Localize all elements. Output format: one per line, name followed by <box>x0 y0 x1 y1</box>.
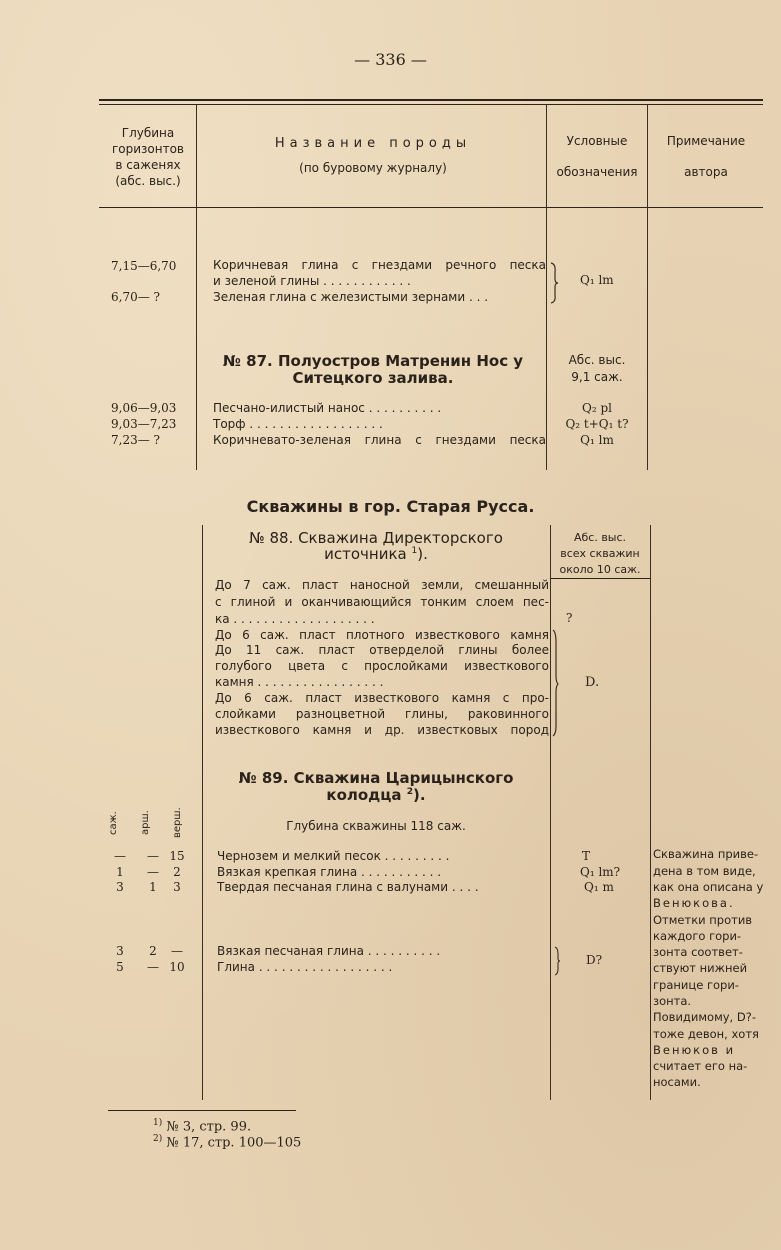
note-line: Скважина приве- <box>653 847 759 861</box>
header-rock-name: Название породы <box>274 136 472 151</box>
geologic-symbol: D? <box>586 953 603 967</box>
text-line: камня . . . . . . . . . . . . . . . . . <box>215 675 384 689</box>
text-line: голубого цвета с прослойками известкового <box>215 659 549 673</box>
rock-description: Коричневая глина с гнездами речного песка <box>213 258 546 272</box>
footnote-text: № 3, стр. 99. <box>166 1119 252 1135</box>
note-line: каждого гори- <box>653 929 742 943</box>
brace-icon <box>553 946 561 976</box>
note-line: границе гори- <box>653 978 739 992</box>
cell-underline <box>550 578 650 579</box>
depth-arshin: — <box>147 849 159 863</box>
body-divider <box>196 208 197 470</box>
header-bottom-rule <box>99 207 763 208</box>
note-line: зонта соответ- <box>653 945 743 959</box>
header-rock-name-sub: (по буровому журналу) <box>299 161 447 175</box>
unit-header-sazhen: саж. <box>108 811 119 835</box>
footnote-ref: 2 <box>406 787 414 797</box>
depth-arshin: 2 <box>149 944 157 958</box>
depth-vershok: 10 <box>169 960 185 974</box>
depth-value: 7,23— ? <box>111 433 160 447</box>
footnote-mark: 2) <box>153 1134 163 1144</box>
depth-arshin: 1 <box>149 880 157 894</box>
note-line: Отметки против <box>653 913 753 927</box>
text-line: слойками разноцветной глины, раковинного <box>215 707 549 721</box>
abs-height-label: Абс. выс. <box>568 353 626 367</box>
body-divider <box>550 525 551 1100</box>
header-note-line1: Примечание <box>666 134 746 148</box>
text-line: известкового камня и др. известковых пород <box>215 723 549 737</box>
rock-description: Чернозем и мелкий песок . . . . . . . . . <box>217 849 450 863</box>
geologic-symbol: Q₁ m <box>584 880 614 894</box>
note-line: дена в том виде, <box>653 864 756 878</box>
footnote-ref: 1 <box>411 546 418 556</box>
section-title: № 89. Скважина Царицынского <box>238 769 514 787</box>
depth-value: 7,15—6,70 <box>111 259 177 273</box>
footnote-text: № 17, стр. 100—105 <box>166 1135 302 1151</box>
note-line: носами. <box>653 1075 701 1089</box>
footnote-separator <box>108 1110 296 1111</box>
note-line: считает его на- <box>653 1059 748 1073</box>
geologic-symbol: ? <box>566 611 573 625</box>
depth-sazhen: 3 <box>116 880 124 894</box>
depth-arshin: — <box>147 865 159 879</box>
well-depth: Глубина скважины 118 саж. <box>286 819 466 833</box>
unit-header-arshin: арш. <box>140 810 151 835</box>
text-line: ка . . . . . . . . . . . . . . . . . . . <box>215 612 375 626</box>
header-depth-line: в саженях <box>115 158 181 172</box>
section-title: Ситецкого залива. <box>292 369 454 387</box>
rock-description: и зеленой глины . . . . . . . . . . . . <box>213 274 411 288</box>
section-title-line2: колодца $^2$). <box>326 786 426 804</box>
abs-height-label: Абс. выс. <box>573 531 627 544</box>
depth-vershok: — <box>171 944 183 958</box>
rock-description: Твердая песчаная глина с валунами . . . . <box>217 880 479 894</box>
brace-icon <box>551 628 559 738</box>
geologic-symbol: Q₁ lm <box>580 433 614 447</box>
abs-height-label: всех скважин <box>560 547 640 560</box>
header-note-line2: автора <box>684 165 728 179</box>
geologic-symbol: T <box>582 849 591 863</box>
note-line: Венюкова. <box>653 896 735 910</box>
header-depth-line: (абс. выс.) <box>115 174 181 188</box>
abs-height-label: около 10 саж. <box>559 563 641 576</box>
depth-vershok: 2 <box>173 865 181 879</box>
note-line: Венюков и <box>653 1043 736 1057</box>
rock-description: Торф . . . . . . . . . . . . . . . . . . <box>213 417 383 431</box>
body-divider <box>650 525 651 1100</box>
depth-arshin: — <box>147 960 159 974</box>
rock-description: Вязкая песчаная глина . . . . . . . . . . <box>217 944 441 958</box>
footnote-mark: 1) <box>153 1118 163 1128</box>
depth-sazhen: 3 <box>116 944 124 958</box>
note-line: как она описана у <box>653 880 764 894</box>
note-line: Повидимому, D?- <box>653 1010 756 1024</box>
body-divider <box>202 525 203 1100</box>
text-line: До 6 саж. пласт плотного известкового камня <box>215 628 549 642</box>
geologic-symbol: Q₂ t+Q₁ t? <box>565 417 629 431</box>
geologic-symbol: Q₁ lm? <box>580 865 621 879</box>
body-divider <box>647 208 648 470</box>
note-line: зонта. <box>653 994 692 1008</box>
section-title-line2: источника $^1$). <box>324 545 428 563</box>
header-depth-line: Глубина <box>121 126 175 140</box>
unit-header-vershok: верш. <box>172 807 183 838</box>
depth-value: 9,06—9,03 <box>111 401 177 415</box>
footnote <box>153 1118 251 1134</box>
header-symbols-line1: Условные <box>566 134 628 148</box>
text-line: с глиной и оканчивающийся тонким слоем пес- <box>215 595 549 609</box>
section-heading: Скважины в гор. Старая Русса. <box>246 497 535 516</box>
header-symbols-line2: обозначения <box>556 165 638 179</box>
rock-description: Коричневато-зеленая глина с гнездами песка <box>213 433 546 447</box>
depth-sazhen: 5 <box>116 960 124 974</box>
section-title-text: колодца <box>326 786 402 804</box>
header-top-rule <box>99 99 763 101</box>
depth-vershok: 3 <box>173 880 181 894</box>
text-line: До 6 саж. пласт известкового камня с про- <box>215 691 549 705</box>
note-line: ствуют нижней <box>653 961 748 975</box>
header-divider <box>546 104 547 208</box>
brace-icon <box>549 262 559 304</box>
footnote <box>153 1134 301 1150</box>
text-line: До 7 саж. пласт наносной земли, смешанный <box>215 578 549 592</box>
section-title: № 87. Полуостров Матренин Нос у <box>222 352 524 370</box>
page-number: — 336 — <box>354 50 427 69</box>
header-top-rule-thin <box>99 104 763 105</box>
geologic-symbol: D. <box>585 675 600 690</box>
header-divider <box>196 104 197 208</box>
abs-height-value: 9,1 саж. <box>571 370 623 384</box>
section-title: № 88. Скважина Директорского <box>249 529 503 547</box>
depth-value: 9,03—7,23 <box>111 417 177 431</box>
header-depth-line: горизонтов <box>111 142 185 156</box>
depth-value: 6,70— ? <box>111 290 160 304</box>
section-title-text: источника <box>324 545 407 563</box>
rock-description: Песчано-илистый нанос . . . . . . . . . . <box>213 401 442 415</box>
rock-description: Глина . . . . . . . . . . . . . . . . . . <box>217 960 393 974</box>
depth-sazhen: — <box>114 849 126 863</box>
depth-sazhen: 1 <box>116 865 124 879</box>
rock-description: Вязкая крепкая глина . . . . . . . . . . . <box>217 865 442 879</box>
rock-description: Зеленая глина с железистыми зернами . . . <box>213 290 489 304</box>
note-line: тоже девон, хотя <box>653 1027 759 1041</box>
geologic-symbol: Q₁ lm <box>580 273 614 287</box>
text-line: До 11 саж. пласт отверделой глины более <box>215 643 549 657</box>
depth-vershok: 15 <box>169 849 185 863</box>
geologic-symbol: Q₂ pl <box>582 401 612 415</box>
header-divider <box>647 104 648 208</box>
